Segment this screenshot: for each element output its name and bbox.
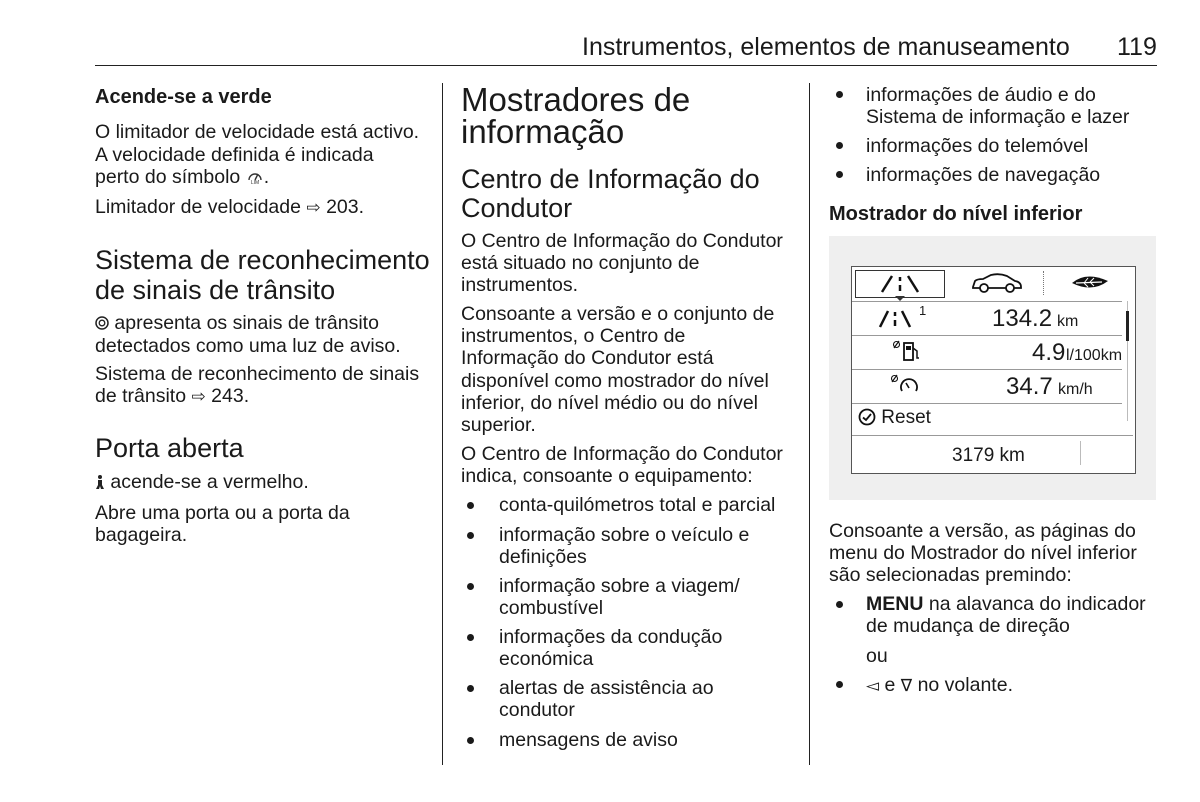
or-text: ou <box>866 645 888 667</box>
list-item-continuation: definições <box>499 546 587 568</box>
limiter-ref-text: Limitador de velocidade <box>95 196 301 218</box>
list-item: informações de navegação <box>866 164 1101 186</box>
tsr-text-line: detectados como uma luz de aviso. <box>95 335 401 357</box>
checkmark-circle-icon <box>858 408 876 426</box>
row-divider <box>852 301 1122 302</box>
leaf-icon <box>1068 273 1112 293</box>
paragraph-line: instrumentos, o Centro de <box>461 325 686 347</box>
section-heading: Mostradores de <box>461 81 691 118</box>
paragraph-line: O Centro de Informação do Condutor <box>461 230 783 252</box>
column-divider-1 <box>442 83 443 765</box>
door-text-line <box>95 471 309 494</box>
list-item-continuation: de mudança de direção <box>866 615 1070 637</box>
row-divider <box>852 369 1122 370</box>
green-text-line: A velocidade definida é indicada <box>95 144 374 166</box>
green-text-fragment: . <box>263 166 270 188</box>
row-divider <box>852 435 1133 436</box>
speed-unit: km/h <box>1058 381 1093 398</box>
bullet-dot <box>836 171 843 178</box>
steering-and: e <box>884 674 896 696</box>
page-number: 119 <box>1117 33 1157 61</box>
speed-limiter-icon <box>246 168 264 184</box>
bullet-dot <box>836 681 843 688</box>
down-arrow-icon: ∇ <box>900 676 913 695</box>
paragraph-line: Consoante a versão, as páginas do <box>829 520 1136 542</box>
list-item: conta-quilómetros total e parcial <box>499 494 776 516</box>
paragraph-line: Consoante a versão e o conjunto de <box>461 303 775 325</box>
tsr-heading: Sistema de reconhecimento <box>95 245 430 275</box>
left-arrow-icon: ◅ <box>866 676 880 695</box>
paragraph-line: O Centro de Informação do Condutor <box>461 443 783 465</box>
paragraph-line: Informação do Condutor está <box>461 347 714 369</box>
limiter-reference <box>95 196 364 220</box>
trip-value: 134.2 <box>992 305 1053 332</box>
svg-text:LIM: LIM <box>250 180 259 184</box>
steering-text: no volante. <box>917 674 1013 696</box>
odometer: 3179 km <box>952 445 1025 466</box>
column-divider-2 <box>809 83 810 765</box>
list-item: mensagens de aviso <box>499 729 678 751</box>
average-speed-icon <box>890 373 920 397</box>
reset-row[interactable] <box>858 407 931 429</box>
tsr-ref-line <box>95 385 249 409</box>
paragraph-line: superior. <box>461 414 536 436</box>
green-text-line: O limitador de velocidade está activo. <box>95 121 420 143</box>
tsr-ref-line: Sistema de reconhecimento de sinais <box>95 363 420 385</box>
menu-button-label: MENU <box>866 593 924 615</box>
bullet-dot <box>467 502 474 509</box>
bullet-dot <box>836 142 843 149</box>
dic-heading: Condutor <box>461 193 573 223</box>
speed-value: 34.7 <box>1006 373 1053 400</box>
tsr-text-fragment: apresenta os sinais de trânsito <box>114 312 379 334</box>
list-item-continuation: condutor <box>499 699 575 721</box>
row-divider <box>852 335 1122 336</box>
fuel-unit: l/100km <box>1066 347 1123 364</box>
paragraph-line: está situado no conjunto de <box>461 252 700 274</box>
bullet-dot <box>836 601 843 608</box>
door-text-line: Abre uma porta ou a porta da <box>95 502 350 524</box>
trip-unit: km <box>1057 313 1079 330</box>
reference-arrow-icon: ⇨ <box>191 387 206 406</box>
list-item: alertas de assistência ao <box>499 677 714 699</box>
limiter-ref-page[interactable]: 203. <box>326 196 365 218</box>
list-item <box>866 674 1013 698</box>
list-item: informações de áudio e do <box>866 84 1096 106</box>
trip-superscript: 1 <box>919 303 927 318</box>
scrollbar-thumb[interactable] <box>1126 311 1129 341</box>
list-item <box>866 593 1146 616</box>
bullet-dot <box>467 685 474 692</box>
list-item: informação sobre o veículo e <box>499 524 750 546</box>
section-heading: informação <box>461 113 625 150</box>
running-header-title: Instrumentos, elementos de manuseamento <box>582 33 1070 61</box>
tsr-ref-page[interactable]: 243. <box>211 385 250 407</box>
list-item-continuation: económica <box>499 648 594 670</box>
green-text-fragment: perto do símbolo <box>95 166 241 188</box>
tsr-ref-text: de trânsito <box>95 385 187 407</box>
list-item: informações da condução <box>499 626 723 648</box>
paragraph-line: indica, consoante o equipamento: <box>461 465 753 487</box>
trip-road-icon <box>878 307 918 329</box>
bullet-dot <box>467 583 474 590</box>
green-text-line <box>95 166 269 189</box>
paragraph-line: inferior, do nível médio ou do nível <box>461 392 759 414</box>
fuel-value: 4.9 <box>1032 339 1066 366</box>
reference-arrow-icon: ⇨ <box>306 198 321 217</box>
menu-text: na alavanca do indicador <box>928 593 1146 615</box>
list-item: informação sobre a viagem/ <box>499 575 740 597</box>
display-screen <box>851 266 1136 474</box>
list-item-continuation: Sistema de informação e lazer <box>866 106 1130 128</box>
tab-vehicle[interactable] <box>952 270 1042 296</box>
road-icon <box>878 274 922 294</box>
row-divider <box>852 403 1122 404</box>
lower-display-heading: Mostrador do nível inferior <box>829 203 1083 225</box>
tsr-text-line <box>95 312 379 335</box>
door-heading: Porta aberta <box>95 433 244 463</box>
list-item: informações do telemóvel <box>866 135 1089 157</box>
list-item-continuation: combustível <box>499 597 604 619</box>
bullet-dot <box>467 532 474 539</box>
traffic-sign-icon <box>95 316 109 330</box>
dic-heading: Centro de Informação do <box>461 164 760 194</box>
odometer-divider <box>1080 441 1081 465</box>
green-heading: Acende-se a verde <box>95 86 272 108</box>
tab-road-info[interactable] <box>855 270 945 298</box>
bullet-dot <box>467 737 474 744</box>
tsr-heading: de sinais de trânsito <box>95 275 336 305</box>
paragraph-line: instrumentos. <box>461 274 579 296</box>
fuel-pump-icon <box>892 339 922 363</box>
lower-level-display-figure <box>829 236 1156 500</box>
bullet-dot <box>467 634 474 641</box>
header-rule <box>95 65 1157 66</box>
paragraph-line: menu do Mostrador do nível inferior <box>829 542 1137 564</box>
paragraph-line: são selecionadas premindo: <box>829 564 1072 586</box>
tab-eco[interactable] <box>1052 270 1127 296</box>
tab-separator <box>1043 271 1044 295</box>
door-text-fragment: acende-se a vermelho. <box>110 471 309 493</box>
door-text-line: bagageira. <box>95 524 188 546</box>
car-icon <box>969 272 1025 294</box>
reset-label: Reset <box>881 407 931 428</box>
paragraph-line: disponível como mostrador do nível <box>461 370 769 392</box>
bullet-dot <box>836 91 843 98</box>
door-open-icon <box>95 474 105 490</box>
